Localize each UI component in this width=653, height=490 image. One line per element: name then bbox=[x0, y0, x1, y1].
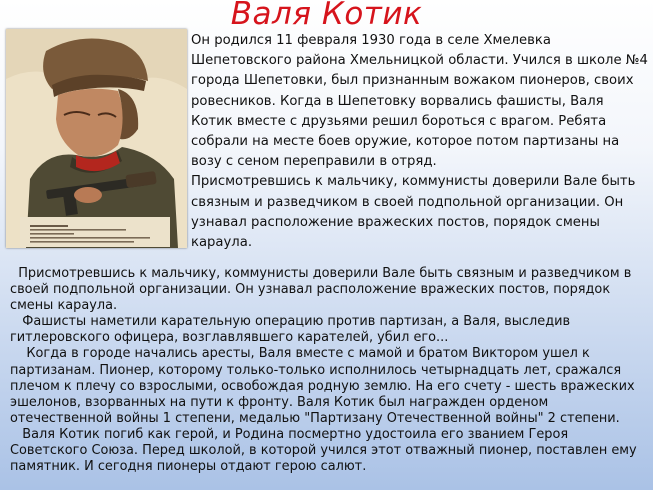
story-paragraph: Присмотревшись к мальчику, коммунисты доверили Вале быть связным и разведчиком в своей подпольной организации. Он узнавал расположение вражеских постов, порядок смены караула. bbox=[10, 266, 636, 314]
bottom-text-block bbox=[10, 266, 646, 475]
biography-paragraph: Присмотревшись к мальчику, коммунисты доверили Вале быть связным и разведчиком в своей подпольной организации. Он узнавал расположение вражеских постов, порядок смены караула. bbox=[191, 174, 636, 251]
top-text-block bbox=[191, 31, 649, 253]
biography-paragraph: Он родился 11 февраля 1930 года в селе Хмелевка Шепетовского района Хмельницкой области. Учился в школе №4 города Шепетовки, был признанным вожаком пионеров, своих ровесников. Когда в Шепетовку ворвались фашисты, Валя Котик вместе с друзьями решил бороться с врагом. Ребята собрали на месте боев оружие, которое потом партизаны на возу с сеном переправили в отряд. bbox=[191, 33, 648, 170]
portrait-caption-text bbox=[30, 225, 160, 245]
story-paragraph: Фашисты наметили карательную операцию против партизан, а Валя, выследив гитлеровского офицера, возглавлявшего карателей, убил его... bbox=[10, 314, 575, 346]
story-paragraph: Валя Котик погиб как герой, и Родина посмертно удостоила его званием Героя Советского Союза. Перед школой, в которой учился этот отважный пионер, поставлен ему памятник. И сегодня пионеры отдают герою салют. bbox=[10, 426, 641, 475]
slide-title: Валя Котик bbox=[230, 0, 423, 32]
portrait-illustration bbox=[6, 29, 187, 248]
portrait-image bbox=[6, 29, 187, 248]
story-paragraph: Когда в городе начались аресты, Валя вместе с мамой и братом Виктором ушел к партизанам. Пионер, которому только-только исполнилось четырнадцать лет, сражался плечом к плечу со взрослыми, освобождая родную землю. На его счету - шесть вражеских эшелонов, взорванных на пути к фронту. Валя Котик был награжден орденом отечественной войны 1 степени, медалью "Партизану Отечественной войны" 2 степени. bbox=[10, 346, 639, 426]
